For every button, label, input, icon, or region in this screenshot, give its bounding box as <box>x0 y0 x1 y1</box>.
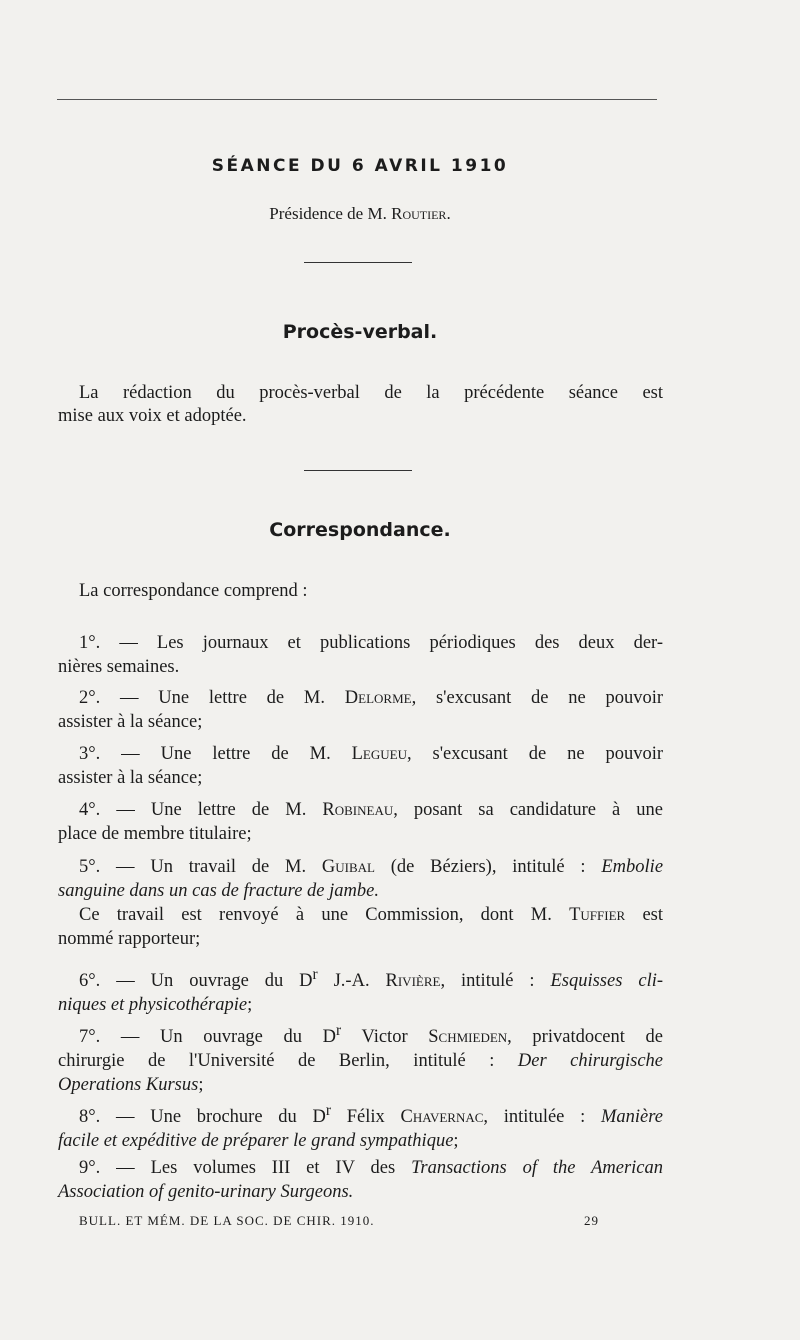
list-item <box>58 1019 663 1097</box>
item-line: assister à la séance; <box>58 712 203 732</box>
item-number: 3°. — Une lettre de M. <box>79 744 331 764</box>
work-title: Der chirurgische <box>517 1051 663 1072</box>
item-text: , privatdocent de <box>507 1027 663 1048</box>
list-item <box>58 1099 663 1153</box>
superscript: r <box>312 966 318 983</box>
item-text: Victor <box>341 1027 408 1048</box>
item-line: place de membre titulaire; <box>58 824 252 844</box>
person-name: Delorme <box>344 688 412 708</box>
item-line: assister à la séance; <box>58 768 203 788</box>
item-number: 7°. — Un ouvrage du D <box>79 1027 337 1048</box>
item-text: , posant sa candidature à une <box>393 800 664 820</box>
proces-verbal-line1: La rédaction du procès-verbal de la précédente séance est <box>79 383 663 403</box>
item-text: ; <box>198 1075 204 1096</box>
item-number: 2°. — Une lettre de M. <box>79 688 325 708</box>
item-line: nommé rapporteur; <box>58 929 201 949</box>
superscript: r <box>325 1102 332 1119</box>
list-item <box>58 798 663 846</box>
work-title: Association of genito-urinary Surgeons. <box>58 1182 354 1202</box>
item-text: Félix <box>331 1107 385 1128</box>
person-name: Chavernac <box>400 1107 484 1128</box>
list-item <box>58 855 663 951</box>
item-text: est <box>625 905 663 925</box>
item-text: , s'excusant de ne pouvoir <box>406 744 663 764</box>
item-text: , intitulée : <box>483 1107 586 1128</box>
item-text: , intitulé : <box>440 971 535 992</box>
item-text: J.-A. <box>317 971 370 992</box>
work-title: niques et physicothérapie <box>58 995 248 1016</box>
proces-verbal-heading: Procès-verbal. <box>282 321 438 343</box>
item-number: 9°. — Les volumes III et IV des <box>79 1158 396 1178</box>
person-name: Rivière <box>385 971 441 992</box>
person-name: Legueu <box>351 744 407 764</box>
item-line: nières semaines. <box>58 657 180 677</box>
session-title: SÉANCE DU 6 AVRIL 1910 <box>211 156 509 176</box>
item-text: (de Béziers), intitulé : <box>374 857 586 877</box>
journal-reference: BULL. ET MÉM. DE LA SOC. DE CHIR. 1910. <box>79 1213 375 1228</box>
work-title: Operations Kursus <box>58 1075 199 1096</box>
list-item <box>58 686 663 734</box>
work-title: Transactions of the American <box>411 1158 664 1178</box>
item-line: 1°. — Les journaux et publications périodiques des deux der- <box>79 633 663 653</box>
person-name: Schmieden <box>428 1027 508 1048</box>
item-text: Ce travail est renvoyé à une Commission, dont M. <box>79 905 552 925</box>
work-title: Embolie <box>601 857 664 877</box>
item-number: 6°. — Un ouvrage du D <box>79 971 313 992</box>
page-footer <box>79 1213 599 1229</box>
item-text: , s'excusant de ne pouvoir <box>411 688 664 708</box>
person-name: Guibal <box>321 857 375 877</box>
work-title: Manière <box>601 1107 663 1128</box>
list-item <box>58 963 663 1017</box>
section-divider <box>304 262 412 263</box>
proces-verbal-line2: mise aux voix et adoptée. <box>58 406 247 426</box>
presidence-prefix: Présidence de M. <box>269 204 387 223</box>
correspondance-intro: La correspondance comprend : <box>79 581 308 601</box>
presidence-line <box>0 204 720 224</box>
list-item <box>58 631 663 679</box>
top-rule <box>57 99 657 100</box>
item-text: ; <box>453 1131 459 1152</box>
section-divider <box>304 470 412 471</box>
item-number: 5°. — Un travail de M. <box>79 857 307 877</box>
item-number: 8°. — Une brochure du D <box>79 1107 326 1128</box>
item-text: chirurgie de l'Université de Berlin, intitulé : <box>58 1051 495 1072</box>
list-item <box>58 1156 663 1204</box>
item-number: 4°. — Une lettre de M. <box>79 800 307 820</box>
page-number: 29 <box>584 1213 599 1228</box>
presidence-name: Routier <box>391 204 447 223</box>
presidence-suffix: . <box>446 204 451 223</box>
superscript: r <box>336 1022 342 1039</box>
work-title: facile et expéditive de préparer le grand sympathique <box>58 1131 454 1152</box>
correspondance-heading: Correspondance. <box>269 519 451 541</box>
item-text: ; <box>247 995 253 1016</box>
work-title: sanguine dans un cas de fracture de jambe. <box>58 881 379 901</box>
person-name: Tuffier <box>569 905 626 925</box>
person-name: Robineau <box>322 800 394 820</box>
work-title: Esquisses cli- <box>550 971 664 992</box>
list-item <box>58 742 663 790</box>
